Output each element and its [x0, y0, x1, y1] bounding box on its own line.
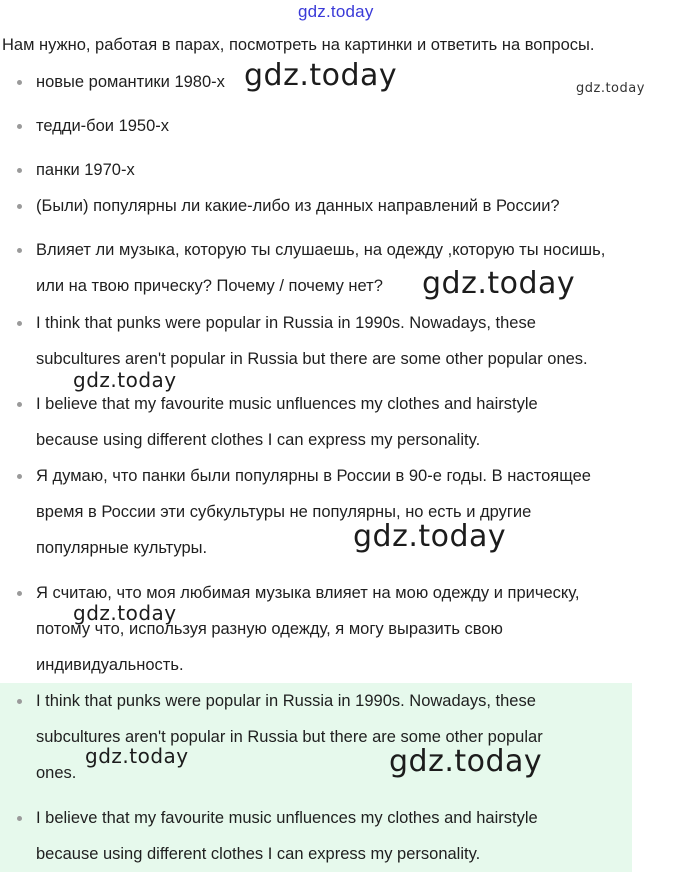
- list-item-text: I believe that my favourite music unfluences my clothes and hairstyle because using different clothes I can express my personality.: [36, 809, 538, 863]
- bullet-icon: [17, 168, 22, 173]
- watermark-text: gdz.today: [73, 601, 177, 625]
- list-item-text: (Были) популярны ли какие-либо из данных направлений в России?: [36, 197, 560, 215]
- list-item-text: тедди-бои 1950-х: [36, 117, 170, 135]
- bullet-icon: [17, 402, 22, 407]
- watermark-text: gdz.today: [85, 744, 189, 768]
- watermark-text: gdz.today: [73, 368, 177, 392]
- watermark-text: gdz.today: [244, 58, 398, 93]
- list-item-text: Я думаю, что панки были популярны в России в 90-е годы. В настоящее время в России эти субкультуры не популярны, но есть и другие популярные культуры.: [36, 467, 591, 557]
- bullet-icon: [17, 474, 22, 479]
- watermark-text: gdz.today: [389, 744, 543, 779]
- list-item-text: I think that punks were popular in Russia in 1990s. Nowadays, these subcultures aren't popular in Russia but there are some other popular ones.: [36, 314, 588, 368]
- list-item-text: Я считаю, что моя любимая музыка влияет на мою одежду и прическу, потому что, используя разную одежду, я могу выразить свою индивидуальность.: [36, 584, 580, 674]
- list-item-text: панки 1970-х: [36, 161, 135, 179]
- bullet-icon: [17, 80, 22, 85]
- bullet-icon: [17, 591, 22, 596]
- bullet-icon: [17, 816, 22, 821]
- list-item-text: I think that punks were popular in Russia in 1990s. Nowadays, these subcultures aren't popular in Russia but there are some other popular ones.: [36, 692, 543, 782]
- list-item-text: новые романтики 1980-х: [36, 73, 225, 91]
- bullet-icon: [17, 321, 22, 326]
- bullet-icon: [17, 248, 22, 253]
- list-item-text: I believe that my favourite music unfluences my clothes and hairstyle because using different clothes I can express my personality.: [36, 395, 538, 449]
- watermark-text: gdz.today: [422, 266, 576, 301]
- list-item-text: Влияет ли музыка, которую ты слушаешь, на одежду ,которую ты носишь, или на твою прическу? Почему / почему нет?: [36, 241, 606, 295]
- header-watermark: gdz.today: [298, 2, 374, 21]
- bullet-icon: [17, 124, 22, 129]
- watermark-text: gdz.today: [353, 519, 507, 554]
- bullet-icon: [17, 699, 22, 704]
- intro-text: Нам нужно, работая в парах, посмотреть на картинки и ответить на вопросы.: [2, 36, 595, 54]
- watermark-text: gdz.today: [576, 81, 645, 96]
- bullet-icon: [17, 204, 22, 209]
